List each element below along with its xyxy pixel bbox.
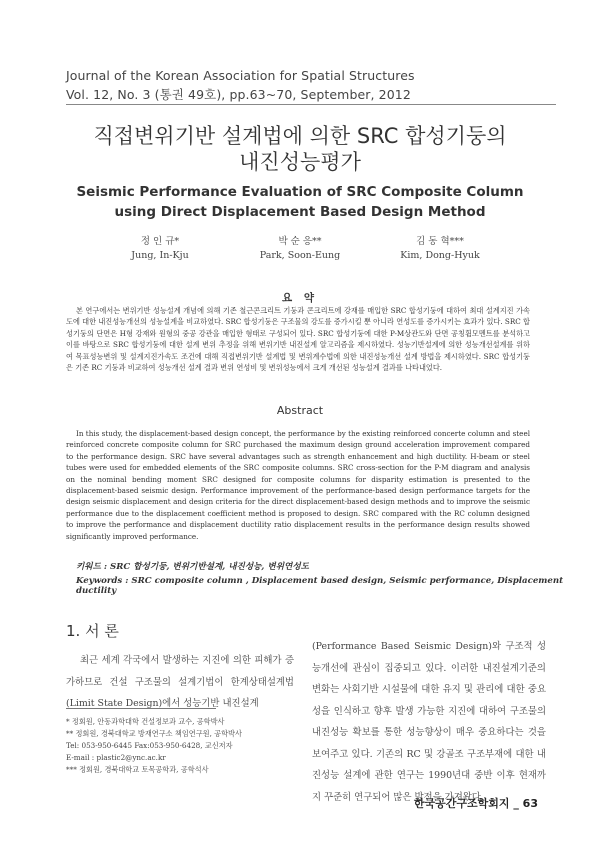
keywords-english: Keywords : SRC composite column , Displacement based design, Seismic performance, Displacement ductility: [76, 576, 564, 596]
english-title-line-2: using Direct Displacement Based Design Method: [114, 204, 486, 220]
footnote-2-email: E-mail : plastic2@ync.ac.kr: [66, 753, 166, 762]
footnote-2-contact: Tel: 053-950-6445 Fax:053-950-6428, 교신저자: [66, 741, 233, 750]
author-3-korean: 김 동 혁***: [416, 236, 464, 247]
footnote-1: * 정회원, 안동과학대학 건설정보과 교수, 공학박사: [66, 717, 225, 726]
section-1-right-column: (Performance Based Seismic Design)와 구조적 성능개선에 관심이 집중되고 있다. 이러한 내진설계기준의 변화는 사회기반 시설물에 대한 유지 및 관리에 대한 중요성을 인식하고 향후 발생 가능한 지진에 대하여 구조물의 내진성능 확보를 통한 성능향상이 매우 중요하다는 것을 보여주고 있다. 기존의 RC 및 강골조 구조부재에 대한 내진성능 설계에 관한 연구는 1990년대 중반 이후 현재까지 꾸준히 연구되어 많은 발전을 가져왔다.: [312, 641, 546, 803]
summary-heading: 요 약: [282, 292, 318, 304]
author-3-english: Kim, Dong-Hyuk: [400, 250, 480, 261]
page-footer: 한국공간구조학회지 _ 63: [413, 797, 538, 810]
footnote-3: *** 정회원, 경북대학교 토목공학과, 공학석사: [66, 765, 209, 774]
author-2-korean: 박 순 응**: [278, 236, 322, 247]
author-1-korean: 정 인 규*: [140, 236, 180, 247]
korean-title-line-2: 내진성능평가: [239, 150, 361, 174]
korean-title-line-1: 직접변위기반 설계법에 의한 SRC 합성기둥의: [93, 124, 507, 148]
journal-name: Journal of the Korean Association for Spatial Structures: [66, 68, 415, 83]
english-title-line-1: Seismic Performance Evaluation of SRC Composite Column: [76, 184, 524, 200]
keywords-korean: 키워드 : SRC 합성기둥, 변위기반설계, 내진성능, 변위연성도: [76, 562, 309, 572]
abstract-heading: Abstract: [276, 404, 324, 417]
journal-volume-info: Vol. 12, No. 3 (통권 49호), pp.63~70, September, 2012: [66, 87, 411, 102]
section-1-title: 1. 서 론: [66, 622, 119, 640]
header-rule: [66, 104, 556, 105]
author-2-english: Park, Soon-Eung: [259, 250, 341, 261]
section-1-left-column: 최근 세계 각국에서 발생하는 지진에 의한 피해가 증가하므로 건설 구조물의 설계기법이 한계상태설계법(Limit State Design)에서 성능기반 내진설계: [66, 655, 294, 709]
author-1-english: Jung, In-Kju: [131, 250, 189, 261]
footnote-2: ** 정회원, 경북대학교 방재연구소 책임연구원, 공학박사: [66, 729, 242, 738]
footnote-rule: [66, 708, 216, 709]
korean-summary: 본 연구에서는 변위기반 성능설계 개념에 의해 기존 철근콘크리트 기둥과 콘크리트에 강재를 매입한 SRC 합성기둥에 대하여 최대 설계지진 가속도에 대한 내진성능개선의 성능설계을 비교하였다. SRC 합성기둥은 구조물의 강도를 증가시킬 뿐 아니라 연성도를 증가시키는 효과가 있다. SRC 합성기둥의 단면은 H형 강재와 원형의 중공 강관을 매입한 형태로 구성되어 있다. SRC 합성기둥에 대한 P-M상관도와 단면 공칭휨모멘트를 분석하고 이를 바탕으로 SRC 합성기둥에 대한 설계 변위 추정을 위해 변위기반 내진설계 알고리즘을 제시하였다. 성능기반설계에 의한 성능개선설계를 위하여 목표성능변위 및 설계지진가속도 조건에 대해 직접변위기반 설계법 및 변위계수법에 의한 내진성능개선 설계 방법을 제시하였다. SRC 합성기둥은 기존 RC 기둥과 비교하여 성능개선 설계 결과 변위 연성비 및 변위성능에서 크게 개선된 성능설계 결과를 나타내었다.: [66, 306, 530, 373]
abstract-text: In this study, the displacement-based design concept, the performance by the existing reinforced concerte column and steel reinforced concrete composite column for SRC purchased the maximum design ground acceleration improvement compared to the performance design. SRC have several advantages such as strength enhancement and high ductility. H-beam or steel tubes were used for embedded elements of the SRC composite columns. SRC cross-section for the P-M diagram and analysis on the nominal bending moment SRC designed for composite columns for disparity estimation is presented to the displacement-based seismic design. Performance improvement of the performance-based design performance targets for the design seismic displacement and design criteria for the direct displacement-based design methods and to improve the seismic performance due to the displacement coefficient method is proposed to design. SRC compared with the RC column designed to improve the performance and displacement ductility ratio displacement results in the performance design results showed significantly improved performance.: [66, 429, 530, 541]
